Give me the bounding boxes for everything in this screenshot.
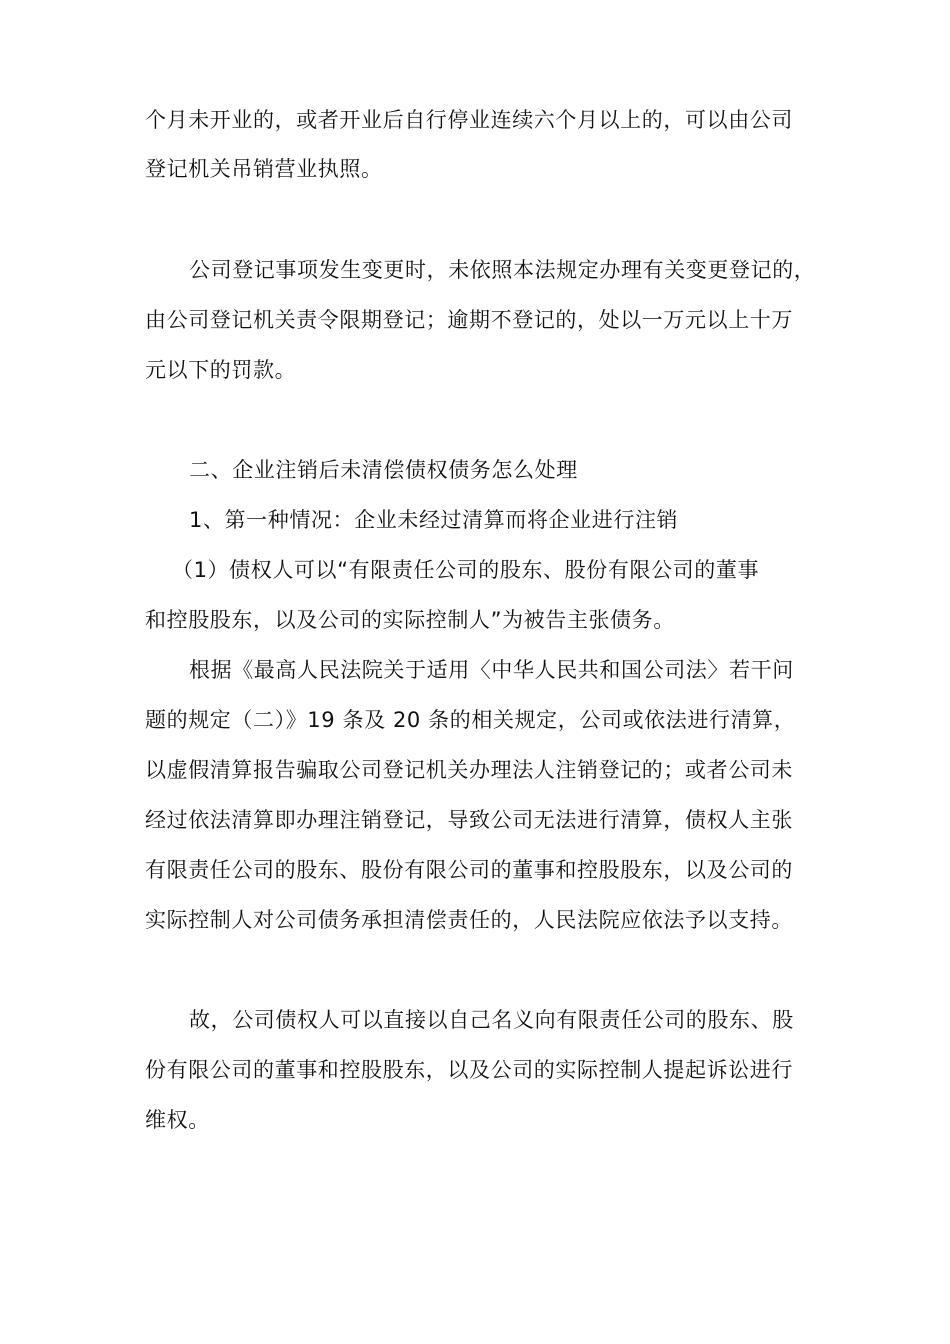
body-line: 根据《最高人民法院关于适用〈中华人民共和国公司法〉若干问 xyxy=(189,658,794,682)
body-line: 实际控制人对公司债务承担清偿责任的，人民法院应依法予以支持。 xyxy=(145,908,793,932)
body-line: 和控股股东，以及公司的实际控制人”为被告主张债务。 xyxy=(145,608,675,632)
body-line: 经过依法清算即办理注销登记，导致公司无法进行清算，债权人主张 xyxy=(145,808,793,832)
subsection-heading: 1、第一种情况：企业未经过清算而将企业进行注销 xyxy=(189,508,679,532)
body-line: 元以下的罚款。 xyxy=(145,358,297,382)
body-line: 登记机关吊销营业执照。 xyxy=(145,157,383,181)
body-line: 个月未开业的，或者开业后自行停业连续六个月以上的，可以由公司 xyxy=(145,108,793,132)
body-line: 以虚假清算报告骗取公司登记机关办理法人注销登记的；或者公司未 xyxy=(145,758,793,782)
section-heading: 二、企业注销后未清偿债权债务怎么处理 xyxy=(189,458,578,482)
body-line: 题的规定（二）》19 条及 20 条的相关规定，公司或依法进行清算， xyxy=(145,708,796,732)
body-line: （1）债权人可以“有限责任公司的股东、股份有限公司的董事 xyxy=(172,558,760,582)
body-line: 公司登记事项发生变更时，未依照本法规定办理有关变更登记的， xyxy=(189,258,816,282)
body-line: 维权。 xyxy=(145,1108,210,1132)
body-line: 有限责任公司的股东、股份有限公司的董事和控股股东，以及公司的 xyxy=(145,858,793,882)
body-line: 故，公司债权人可以直接以自己名义向有限责任公司的股东、股 xyxy=(189,1008,794,1032)
body-line: 由公司登记机关责令限期登记；逾期不登记的，处以一万元以上十万 xyxy=(145,308,793,332)
body-line: 份有限公司的董事和控股股东，以及公司的实际控制人提起诉讼进行 xyxy=(145,1058,793,1082)
